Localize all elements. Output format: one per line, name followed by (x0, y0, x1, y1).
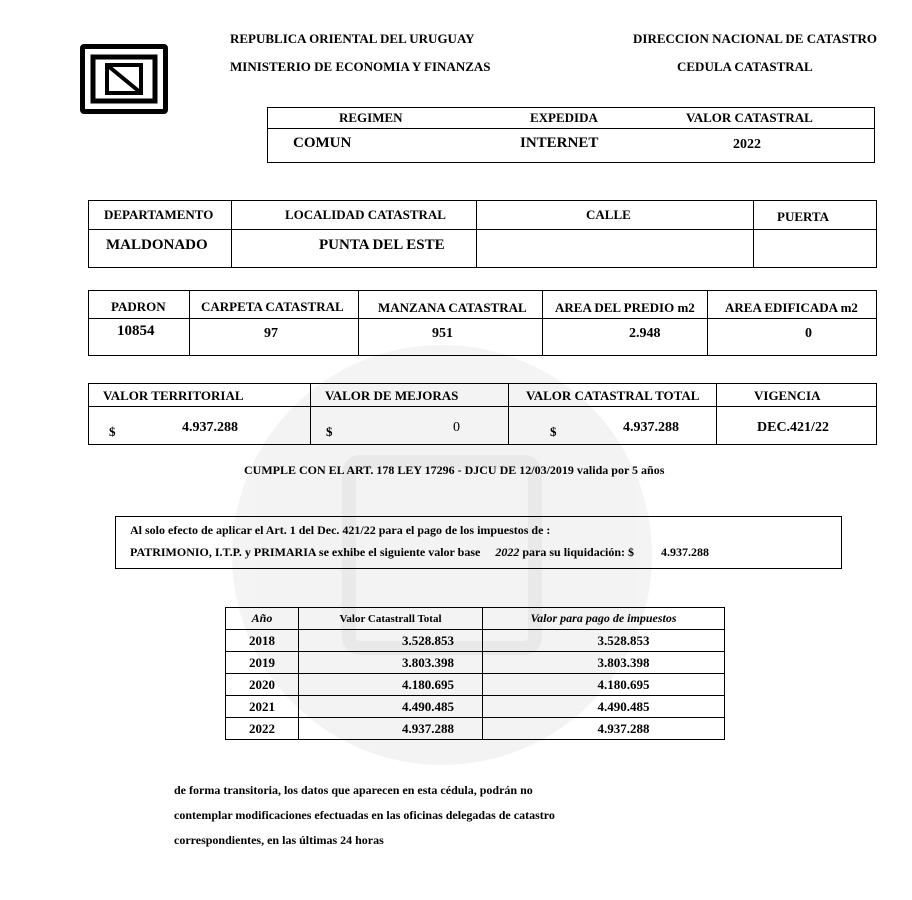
table-row (226, 696, 725, 718)
padron-value: 10854 (117, 323, 155, 339)
mejoras-value: 0 (453, 420, 460, 435)
carpeta-value: 97 (264, 326, 278, 341)
departamento-label: DEPARTAMENTO (104, 207, 214, 222)
tax-base-line2 (130, 545, 709, 560)
manzana-label: MANZANA CATASTRAL (378, 300, 527, 315)
manzana-value: 951 (432, 326, 453, 341)
tax-base-line2-prefix: PATRIMONIO, I.T.P. y PRIMARIA se exhibe el siguiente valor base (130, 545, 481, 559)
tax-base-line2-suffix: para su liquidación: $ (522, 545, 635, 559)
history-total: 4.937.288 (299, 718, 483, 740)
history-year: 2019 (226, 652, 299, 674)
calle-label: CALLE (586, 207, 631, 222)
history-col-year: Año (226, 608, 299, 630)
footer-line2: contemplar modificaciones efectuadas en las oficinas delegadas de catastro (174, 808, 555, 822)
history-table (225, 607, 725, 740)
regimen-label: REGIMEN (339, 110, 403, 125)
total-value: 4.937.288 (623, 420, 679, 435)
history-year: 2021 (226, 696, 299, 718)
tax-base-line1: Al solo efecto de aplicar el Art. 1 del Dec. 421/22 para el pago de los impuestos de : (130, 523, 551, 537)
history-year: 2018 (226, 630, 299, 652)
compliance-note: CUMPLE CON EL ART. 178 LEY 17296 - DJCU DE 12/03/2019 valida por 5 años (244, 463, 665, 477)
valor-total-label: VALOR CATASTRAL TOTAL (526, 388, 700, 403)
table-row (226, 652, 725, 674)
tax-base-year: 2022 (495, 545, 520, 559)
agency-name: DIRECCION NACIONAL DE CATASTRO (633, 31, 878, 46)
valor-catastral-label: VALOR CATASTRAL (686, 110, 813, 125)
area-predio-value: 2.948 (629, 326, 661, 341)
padron-label: PADRON (111, 299, 166, 314)
area-edificada-value: 0 (805, 326, 812, 341)
country-name: REPUBLICA ORIENTAL DEL URUGUAY (230, 31, 475, 46)
history-col-total: Valor Catastrall Total (299, 608, 483, 630)
regimen-value: COMUN (293, 135, 352, 151)
departamento-value: MALDONADO (106, 237, 208, 253)
area-predio-label: AREA DEL PREDIO m2 (555, 300, 695, 315)
history-total: 3.803.398 (299, 652, 483, 674)
history-total: 3.528.853 (299, 630, 483, 652)
history-total: 4.180.695 (299, 674, 483, 696)
tax-base-amount: 4.937.288 (661, 545, 710, 559)
territorial-currency: $ (109, 424, 116, 439)
puerta-label: PUERTA (777, 209, 830, 224)
mejoras-currency: $ (326, 424, 333, 439)
table-row (226, 718, 725, 740)
carpeta-label: CARPETA CATASTRAL (201, 299, 344, 314)
history-header-row (226, 608, 725, 630)
history-year: 2020 (226, 674, 299, 696)
history-tax: 3.528.853 (483, 630, 725, 652)
history-tax: 4.490.485 (483, 696, 725, 718)
localidad-label: LOCALIDAD CATASTRAL (285, 207, 446, 222)
valor-catastral-year: 2022 (733, 137, 761, 152)
table-row (226, 630, 725, 652)
footer-line1: de forma transitoria, los datos que aparecen en esta cédula, podrán no (174, 783, 533, 797)
localidad-value: PUNTA DEL ESTE (319, 237, 445, 253)
expedida-label: EXPEDIDA (530, 110, 598, 125)
expedida-value: INTERNET (520, 135, 599, 151)
history-tax: 4.937.288 (483, 718, 725, 740)
history-year: 2022 (226, 718, 299, 740)
history-tax: 4.180.695 (483, 674, 725, 696)
total-currency: $ (550, 424, 557, 439)
document-type: CEDULA CATASTRAL (677, 59, 813, 74)
footer-line3: correspondientes, en las últimas 24 horas (174, 833, 384, 847)
valor-territorial-label: VALOR TERRITORIAL (103, 388, 244, 403)
catastro-logo (80, 44, 168, 114)
history-tax: 3.803.398 (483, 652, 725, 674)
area-edificada-label: AREA EDIFICADA m2 (725, 300, 858, 315)
ministry-name: MINISTERIO DE ECONOMIA Y FINANZAS (230, 59, 491, 74)
history-col-tax: Valor para pago de impuestos (483, 608, 725, 630)
table-row (226, 674, 725, 696)
vigencia-label: VIGENCIA (754, 388, 821, 403)
territorial-value: 4.937.288 (182, 420, 238, 435)
vigencia-value: DEC.421/22 (757, 420, 829, 435)
valor-mejoras-label: VALOR DE MEJORAS (325, 388, 459, 403)
history-total: 4.490.485 (299, 696, 483, 718)
